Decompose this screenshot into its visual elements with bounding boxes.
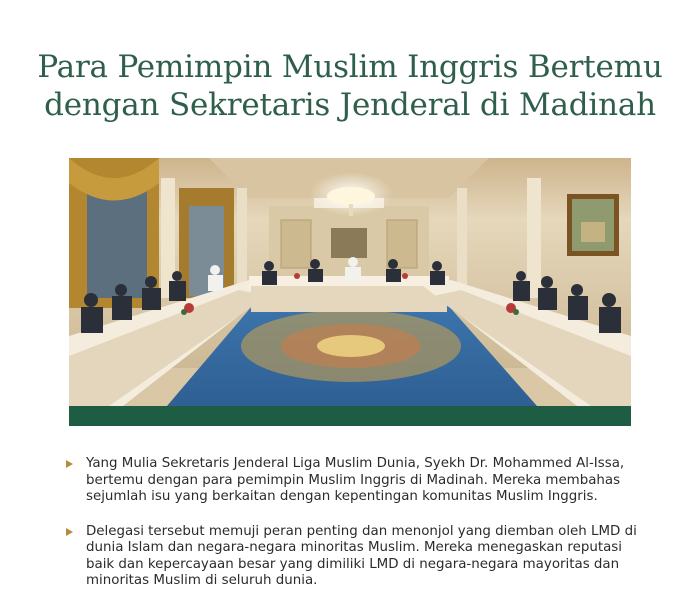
- title-line-1: Para Pemimpin Muslim Inggris Bertemu: [37, 49, 663, 85]
- bullet-text: Yang Mulia Sekretaris Jenderal Liga Muslim Dunia, Syekh Dr. Mohammed Al-Issa, bertemu dengan para pemimpin Muslim Inggris di Madinah. Mereka membahas sejumlah isu yang berkaitan dengan kepentingan komunitas Muslim Inggris.: [86, 456, 625, 504]
- page-title: [0, 48, 700, 124]
- list-item: [64, 524, 644, 590]
- title-line-2: dengan Sekretaris Jenderal di Madinah: [44, 87, 656, 123]
- triangle-right-icon: [66, 460, 73, 468]
- accent-bar: [69, 406, 631, 426]
- bullet-list: [64, 456, 644, 600]
- list-item: [64, 456, 644, 506]
- triangle-right-icon: [66, 528, 73, 536]
- bullet-text: Delegasi tersebut memuji peran penting dan menonjol yang diemban oleh LMD di dunia Islam dan negara-negara minoritas Muslim. Mereka menegaskan reputasi baik dan kepercayaan besar yang dimiliki LMD di negara-negara mayoritas dan minoritas Muslim di seluruh dunia.: [86, 523, 637, 588]
- meeting-photo: [69, 158, 631, 406]
- meeting-room-illustration: [69, 158, 631, 406]
